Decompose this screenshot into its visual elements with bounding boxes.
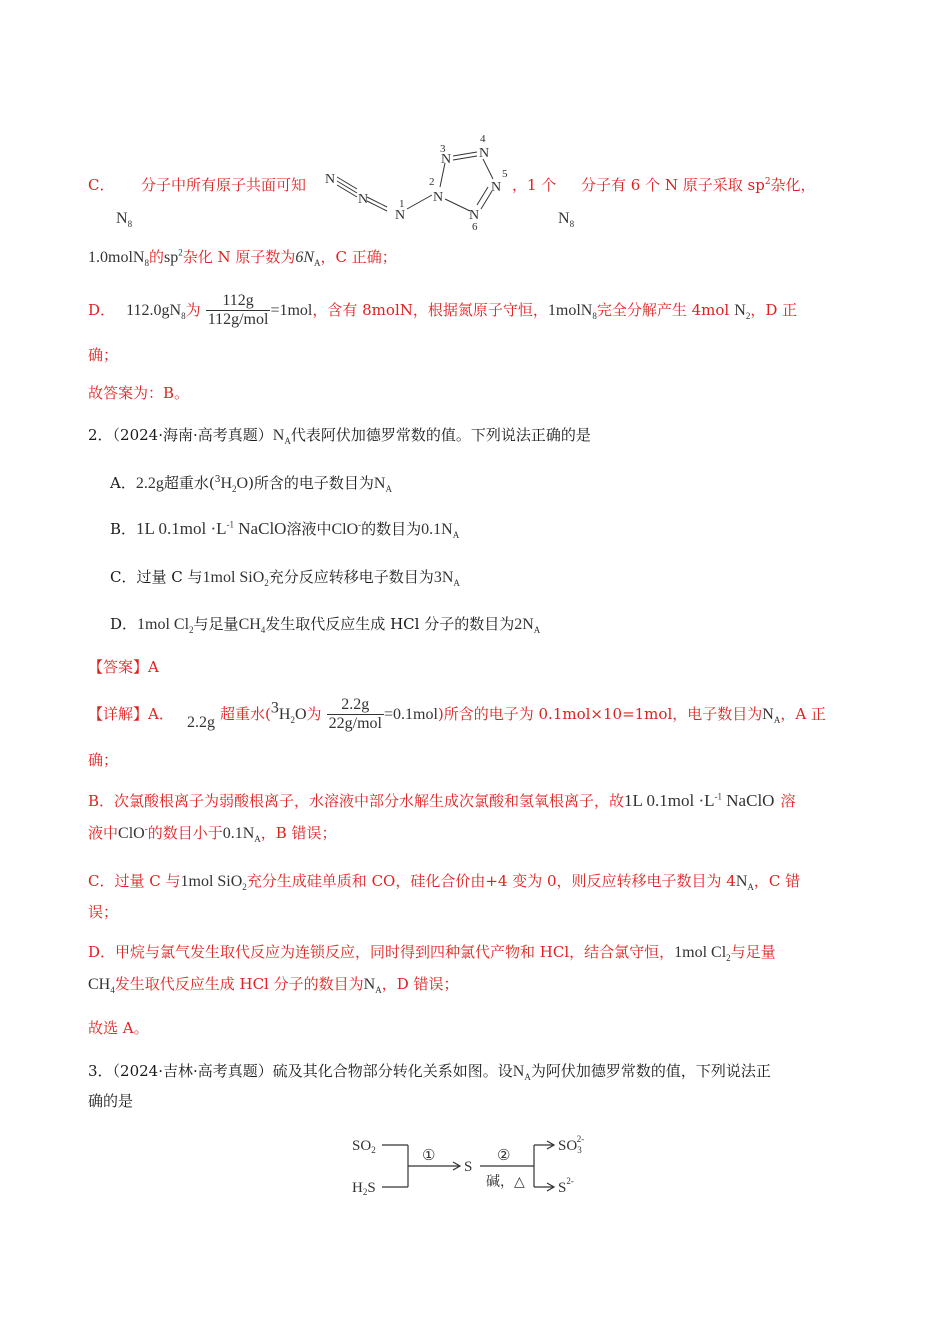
explanation-d-line2: $CH_4$发生取代反应生成 HCl 分子的数目为$N_A$，D 错误； — [88, 975, 459, 996]
option-c-line2: 1.0molN$_8$的$sp^2$杂化 N 原子数为$6N_A$，C 正确； — [88, 247, 397, 269]
sulfur-conversion-diagram — [340, 1128, 620, 1208]
question-2-stem: 2．（2024·海南·高考真题）$N_A$代表阿伏加德罗常数的值。下列说法正确的是 — [88, 426, 591, 447]
option-c-text: 分子有 6 个 N 原子采取 $sp^2$杂化， — [581, 176, 816, 194]
question-2-answer: 【答案】A — [88, 658, 159, 676]
struct-atom-n: N — [491, 180, 502, 195]
question-2-option-b[interactable]: B．1L $0.1mol \cdot L^{-1}$ NaClO溶液中ClO-的数目为$0.1N_A$ — [110, 519, 460, 541]
struct-num: 1 — [399, 198, 405, 210]
step-1-label: ① — [422, 1148, 436, 1164]
struct-atom-n: N — [325, 172, 336, 187]
fraction: $\frac{112g}{\text{112g/mol}}$ — [207, 292, 269, 328]
explanation-d: D．甲烷与氯气发生取代反应为连锁反应，同时得到四种氯代产物和 HCl，结合氯守恒，1mol $Cl_2$与足量 — [88, 943, 776, 964]
question-2-option-c[interactable]: C．过量 C 与1mol SiO$_2$充分反应转移电子数目为$3N_A$ — [110, 568, 460, 589]
question-3-stem: 3．（2024·吉林·高考真题）硫及其化合物部分转化关系如图。设$N_A$为阿伏加德罗常数的值，下列说法正 — [88, 1062, 771, 1083]
struct-atom-n: N — [441, 152, 452, 167]
n8-formula: $N_8$ — [116, 210, 133, 230]
struct-num: 4 — [480, 133, 486, 145]
explanation-c-line2: 误； — [88, 903, 119, 921]
explanation-a: 【详解】A． 2.2g 超重水($^3H_2O$为 $\frac{2.2g}{\text{22g/mol}}$ =0.1mol)所含的电子为 0.1mol×10=1mol，电子数目为$N_A$，A 正 — [88, 696, 826, 732]
explanation-a-line2: 确； — [88, 751, 119, 769]
step-2-label: ② — [497, 1148, 511, 1164]
s2-label: $S^{2-}$ — [558, 1176, 574, 1196]
answer-conclusion: 故答案为：B。 — [88, 384, 190, 402]
explanation-b-line2: 液中ClO-的数目小于$0.1N_A$，B 错误； — [88, 823, 337, 845]
fraction: $\frac{2.2g}{\text{22g/mol}}$ — [328, 696, 382, 732]
s-label: S — [464, 1159, 473, 1175]
struct-atom-n: N — [469, 208, 480, 223]
explanation-b: B．次氯酸根离子为弱酸根离子，水溶液中部分水解生成次氯酸和氢氧根离子，故1L $0.1mol \cdot L^{-1}$ NaClO 溶 — [88, 791, 796, 810]
h2s-label: $H_2S$ — [352, 1180, 376, 1197]
question-2-option-a[interactable]: A．2.2g超重水$(^3H_2O)$所含的电子数目为$N_A$ — [110, 474, 392, 495]
question-2-option-d[interactable]: D．1mol $Cl_2$与足量$CH_4$发生取代反应生成 HCl 分子的数目为$2N_A$ — [110, 615, 541, 636]
struct-atom-n: N — [433, 190, 444, 205]
condition-label: 碱，△ — [486, 1175, 525, 1190]
struct-num: 6 — [472, 221, 478, 233]
struct-num: 2 — [429, 176, 435, 188]
struct-num: 3 — [440, 143, 446, 155]
struct-atom-n: N — [395, 208, 406, 223]
struct-atom-n: N — [358, 192, 369, 207]
explanation-c: C．过量 C 与1mol SiO$_2$充分生成硅单质和 CO，硅化合价由+4 变为 0，则反应转移电子数目为 $4N_A$，C 错 — [88, 872, 801, 893]
n8-formula: $N_8$ — [558, 210, 575, 230]
option-d-line: D． $112.0gN_8$为 $\frac{112g}{\text{112g/mol}}$ =1mol，含有 8molN，根据氮原子守恒，1molN$_8$完全分解产生 4mol $N_2$，D 正 — [88, 292, 798, 328]
option-c-text: 分子中所有原子共面可知 — [141, 176, 307, 194]
question-3-stem-line2: 确的是 — [88, 1092, 134, 1110]
n8-structure-diagram — [295, 125, 525, 235]
struct-atom-n: N — [479, 146, 490, 161]
struct-num: 5 — [502, 168, 508, 180]
option-d-line2: 确； — [88, 346, 119, 364]
option-c-label: C． — [88, 176, 115, 194]
question-2-conclusion: 故选 A。 — [88, 1019, 149, 1037]
option-c-text: ，1 个 — [512, 176, 557, 194]
so3-label: $SO_32-$ — [558, 1134, 585, 1155]
so2-label: $SO_2$ — [352, 1138, 376, 1155]
